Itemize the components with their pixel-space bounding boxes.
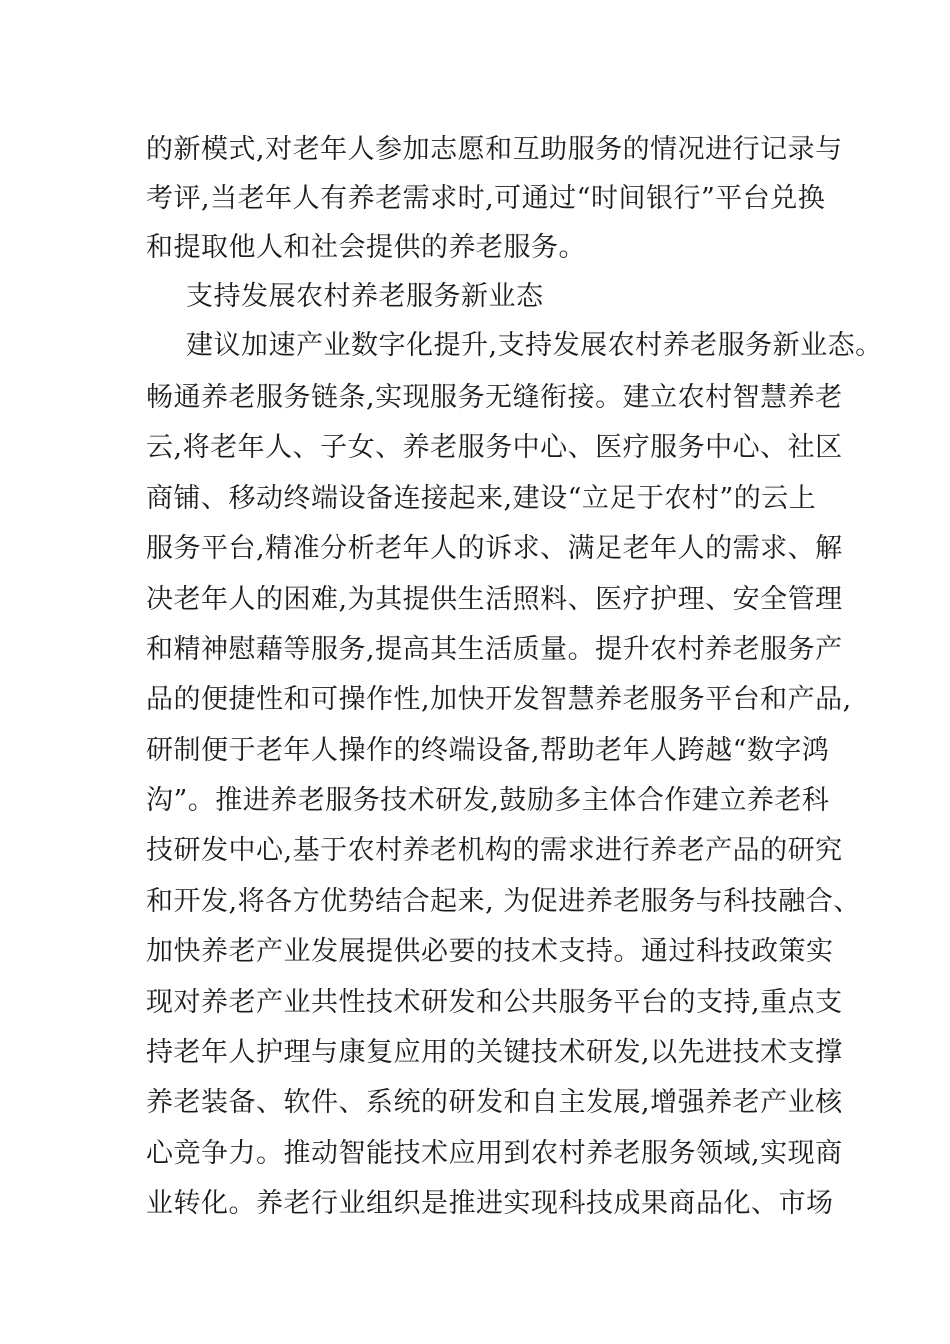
section-heading: 支持发展农村养老服务新业态 xyxy=(186,281,544,312)
text-line: 和精神慰藉等服务,提高其生活质量。提升农村养老服务产 xyxy=(146,634,843,665)
text-line: 的新模式,对老年人参加志愿和互助服务的情况进行记录与 xyxy=(146,134,843,165)
text-line: 决老年人的困难,为其提供生活照料、医疗护理、安全管理 xyxy=(146,584,843,615)
text-line: 考评,当老年人有养老需求时,可通过“时间银行”平台兑换 xyxy=(146,183,826,214)
text-line: 养老装备、软件、系统的研发和自主发展,增强养老产业核 xyxy=(146,1087,843,1118)
text-line: 技研发中心,基于农村养老机构的需求进行养老产品的研究 xyxy=(146,835,843,866)
text-line: 和提取他人和社会提供的养老服务。 xyxy=(146,232,586,263)
text-line: 研制便于老年人操作的终端设备,帮助老年人跨越“数字鸿 xyxy=(146,735,830,766)
text-line: 业转化。养老行业组织是推进实现科技成果商品化、市场 xyxy=(146,1188,834,1219)
text-line: 品的便捷性和可操作性,加快开发智慧养老服务平台和产品, xyxy=(146,684,852,715)
text-line: 服务平台,精准分析老年人的诉求、满足老年人的需求、解 xyxy=(146,533,843,564)
text-line: 现对养老产业共性技术研发和公共服务平台的支持,重点支 xyxy=(146,987,843,1018)
text-line: 云,将老年人、子女、养老服务中心、医疗服务中心、社区 xyxy=(146,432,843,463)
text-line: 心竞争力。推动智能技术应用到农村养老服务领域,实现商 xyxy=(146,1138,843,1169)
text-line: 加快养老产业发展提供必要的技术支持。通过科技政策实 xyxy=(146,936,834,967)
text-line: 沟”。推进养老服务技术研发,鼓励多主体合作建立养老科 xyxy=(146,785,830,816)
text-line: 持老年人护理与康复应用的关键技术研发,以先进技术支撑 xyxy=(146,1037,843,1068)
text-line: 建议加速产业数字化提升,支持发展农村养老服务新业态。 xyxy=(186,330,883,361)
text-line: 和开发,将各方优势结合起来, 为促进养老服务与科技融合、 xyxy=(146,886,861,917)
text-line: 畅通养老服务链条,实现服务无缝衔接。建立农村智慧养老 xyxy=(146,382,843,413)
text-line: 商铺、移动终端设备连接起来,建设“立足于农村”的云上 xyxy=(146,483,817,514)
